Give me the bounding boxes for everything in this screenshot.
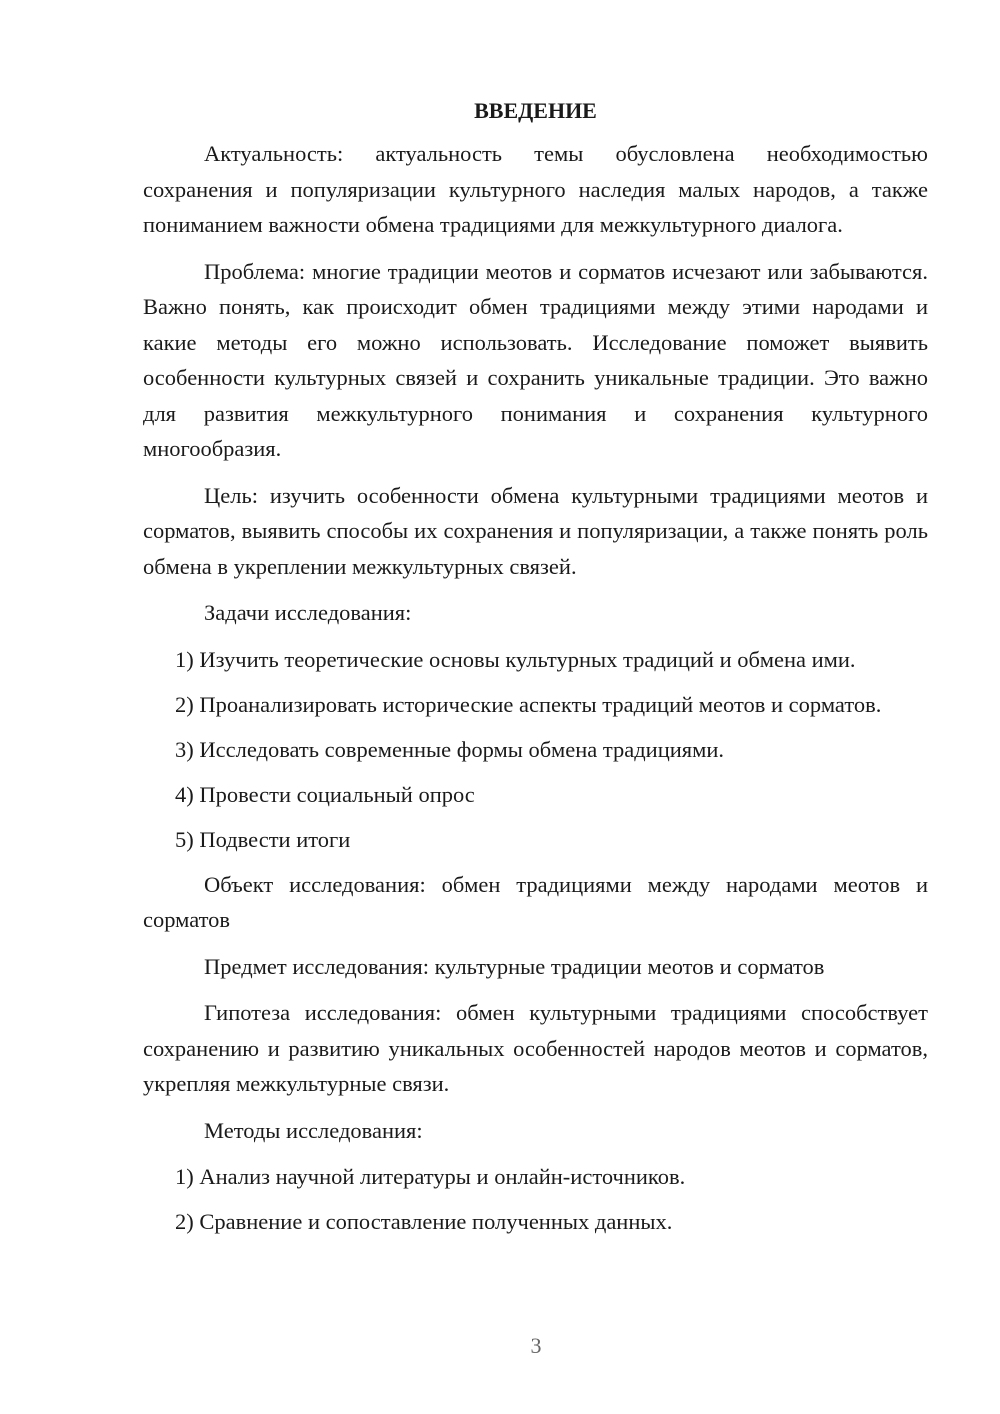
paragraph-problem: Проблема: многие традиции меотов и сорматов исчезают или забываются. Важно понять, как происходит обмен традициями между этими народами и какие методы его можно использовать. Исследование поможет выявить особенности культурных связей и сохранить уникальные традиции. Это важно для развития межкультурного понимания и сохранения культурного многообразия. bbox=[143, 258, 928, 461]
task-item-5: 5) Подвести итоги bbox=[175, 826, 351, 852]
paragraph-methods-heading: Методы исследования: bbox=[204, 1117, 423, 1143]
task-item-2: 2) Проанализировать исторические аспекты традиций меотов и сорматов. bbox=[175, 691, 882, 717]
section-heading: ВВЕДЕНИЕ bbox=[474, 98, 597, 123]
method-item-1: 1) Анализ научной литературы и онлайн-источников. bbox=[175, 1164, 686, 1189]
task-item-1: 1) Изучить теоретические основы культурных традиций и обмена ими. bbox=[175, 646, 856, 672]
task-item-3: 3) Исследовать современные формы обмена традициями. bbox=[175, 736, 725, 762]
page-content bbox=[143, 96, 928, 1249]
task-item-4: 4) Провести социальный опрос bbox=[175, 781, 475, 807]
paragraph-tasks-heading: Задачи исследования: bbox=[204, 600, 412, 625]
paragraph-goal: Цель: изучить особенности обмена культурными традициями меотов и сорматов, выявить способы их сохранения и популяризации, а также понять роль обмена в укреплении межкультурных связей. bbox=[143, 482, 928, 579]
paragraph-object: Объект исследования: обмен традициями между народами меотов и сорматов bbox=[143, 871, 928, 932]
page-number: 3 bbox=[530, 1333, 542, 1358]
paragraph-hypothesis: Гипотеза исследования: обмен культурными традициями способствует сохранению и развитию уникальных особенностей народов меотов и сорматов, укрепляя межкультурные связи. bbox=[143, 1000, 928, 1096]
paragraph-subject: Предмет исследования: культурные традиции меотов и сорматов bbox=[204, 953, 825, 979]
method-item-2: 2) Сравнение и сопоставление полученных данных. bbox=[175, 1209, 673, 1234]
paragraph-relevance: Актуальность: актуальность темы обусловлена необходимостью сохранения и популяризации культурного наследия малых народов, а также пониманием важности обмена традициями для межкультурного диалога. bbox=[143, 141, 928, 237]
